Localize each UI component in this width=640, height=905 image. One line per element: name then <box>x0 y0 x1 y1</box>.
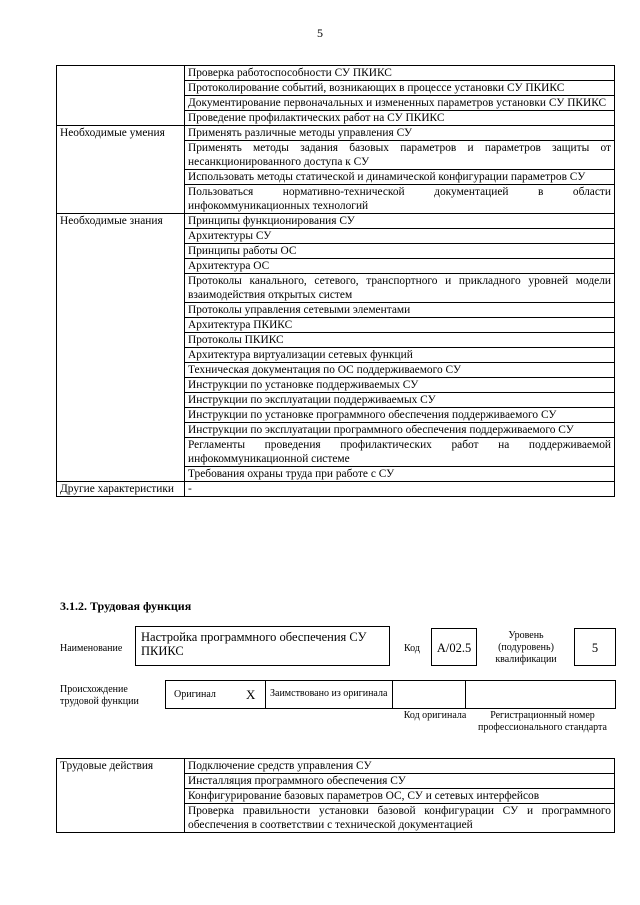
row-item: Архитектура ОС <box>185 259 615 274</box>
row-item: Принципы функционирования СУ <box>185 214 615 229</box>
table-row <box>57 66 615 81</box>
code-original-label: Код оригинала <box>403 710 467 721</box>
row-label: Необходимые умения <box>57 126 185 214</box>
row-item: Применять различные методы управления СУ <box>185 126 615 141</box>
original-mark: X <box>246 687 256 702</box>
row-item: Проверка правильности установки базовой конфигурации СУ и программного обеспечения в соответствии с технической документацией <box>185 804 615 833</box>
row-item: Проведение профилактических работ на СУ ПКИКС <box>185 111 615 126</box>
row-item: Подключение средств управления СУ <box>185 759 615 774</box>
table-row <box>57 759 615 774</box>
code-original-cell <box>392 680 466 709</box>
table-row <box>57 482 615 497</box>
actions-table <box>56 758 615 833</box>
row-label <box>57 66 185 126</box>
row-item: Архитектура виртуализации сетевых функций <box>185 348 615 363</box>
borrowed-label: Заимствовано из оригинала <box>270 688 388 699</box>
row-item: Требования охраны труда при работе с СУ <box>185 467 615 482</box>
row-item: Инсталляция программного обеспечения СУ <box>185 774 615 789</box>
requirements-table <box>56 65 615 497</box>
origin-label: Происхождение трудовой функции <box>60 684 139 707</box>
code-label: Код <box>404 643 420 654</box>
reg-number-label: Регистрационный номер профессионального стандарта <box>478 710 607 733</box>
row-item: Принципы работы ОС <box>185 244 615 259</box>
row-item: Инструкции по эксплуатации поддерживаемых СУ <box>185 393 615 408</box>
row-item: Использовать методы статической и динамической конфигурации параметров СУ <box>185 170 615 185</box>
page-number: 5 <box>317 26 323 40</box>
borrowed-cell <box>265 680 393 709</box>
row-item: Проверка работоспособности СУ ПКИКС <box>185 66 615 81</box>
reg-number-cell <box>465 680 616 709</box>
row-item: Регламенты проведения профилактических работ на поддерживаемой инфокоммуникационной системе <box>185 438 615 467</box>
row-item: Конфигурирование базовых параметров ОС, СУ и сетевых интерфейсов <box>185 789 615 804</box>
table-row <box>57 126 615 141</box>
section-title: 3.1.2. Трудовая функция <box>60 599 192 613</box>
row-item: Протоколы канального, сетевого, транспортного и прикладного уровней модели взаимодействия открытых систем <box>185 274 615 303</box>
function-code: A/02.5 <box>431 628 477 666</box>
level-label: Уровень (подуровень) квалификации <box>495 630 557 665</box>
row-item: Документирование первоначальных и измененных параметров установки СУ ПКИКС <box>185 96 615 111</box>
row-item: Протоколирование событий, возникающих в процессе установки СУ ПКИКС <box>185 81 615 96</box>
row-item: Архитектуры СУ <box>185 229 615 244</box>
row-item: Пользоваться нормативно-технической документацией в области инфокоммуникационных технологий <box>185 185 615 214</box>
row-item: Инструкции по установке поддерживаемых СУ <box>185 378 615 393</box>
row-item: Инструкции по эксплуатации программного обеспечения поддерживаемого СУ <box>185 423 615 438</box>
row-label: Другие характеристики <box>57 482 185 497</box>
level-value: 5 <box>574 628 616 666</box>
row-item: Инструкции по установке программного обеспечения поддерживаемого СУ <box>185 408 615 423</box>
row-label: Необходимые знания <box>57 214 185 482</box>
row-item: Протоколы ПКИКС <box>185 333 615 348</box>
row-item: Техническая документация по ОС поддерживаемого СУ <box>185 363 615 378</box>
original-label: Оригинал <box>174 689 216 700</box>
row-item: Применять методы задания базовых параметров и параметров защиты от несанкционированного доступа к СУ <box>185 141 615 170</box>
table-row <box>57 214 615 229</box>
row-item: - <box>185 482 615 497</box>
row-item: Архитектура ПКИКС <box>185 318 615 333</box>
row-item: Протоколы управления сетевыми элементами <box>185 303 615 318</box>
row-label: Трудовые действия <box>57 759 185 833</box>
function-name: Настройка программного обеспечения СУ ПКИКС <box>135 626 390 666</box>
original-cell <box>165 680 266 709</box>
name-label: Наименование <box>60 643 123 654</box>
